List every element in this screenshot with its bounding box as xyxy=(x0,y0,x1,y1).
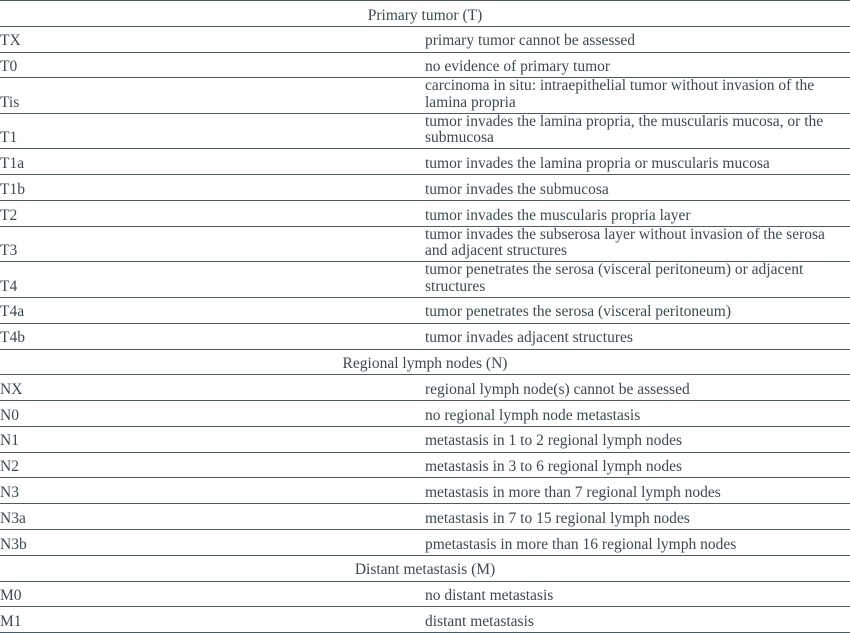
stage-description: metastasis in 7 to 15 regional lymph nodes xyxy=(425,504,850,530)
stage-description: tumor invades the subserosa layer without invasion of the serosa and adjacent structures xyxy=(425,226,850,262)
stage-description: no evidence of primary tumor xyxy=(425,52,850,78)
stage-code: T0 xyxy=(0,52,425,78)
stage-code: Tis xyxy=(0,78,425,114)
stage-description: tumor invades adjacent structures xyxy=(425,323,850,349)
stage-code: T4b xyxy=(0,323,425,349)
stage-description: tumor penetrates the serosa (visceral peritoneum) xyxy=(425,297,850,323)
stage-code: N3 xyxy=(0,478,425,504)
stage-code: NX xyxy=(0,375,425,401)
stage-code: N2 xyxy=(0,452,425,478)
stage-code: N1 xyxy=(0,426,425,452)
table-row xyxy=(0,26,850,52)
stage-description: tumor invades the lamina propria or muscularis mucosa xyxy=(425,149,850,175)
stage-description: metastasis in 1 to 2 regional lymph nodes xyxy=(425,426,850,452)
table-row xyxy=(0,401,850,427)
table-row xyxy=(0,581,850,607)
stage-code: N0 xyxy=(0,401,425,427)
table-row xyxy=(0,52,850,78)
section-title: Distant metastasis (M) xyxy=(354,561,496,579)
stage-description: tumor invades the muscularis propria layer xyxy=(425,201,850,227)
section-title: Regional lymph nodes (N) xyxy=(342,355,508,373)
stage-code: T3 xyxy=(0,226,425,262)
section-title-cell xyxy=(0,1,850,27)
stage-description: metastasis in 3 to 6 regional lymph nodes xyxy=(425,452,850,478)
section-header-regional-lymph-nodes xyxy=(0,349,850,375)
table-row xyxy=(0,607,850,633)
table-row xyxy=(0,78,850,114)
stage-description: no regional lymph node metastasis xyxy=(425,401,850,427)
stage-description: metastasis in more than 7 regional lymph nodes xyxy=(425,478,850,504)
stage-code: T1a xyxy=(0,149,425,175)
stage-code: M1 xyxy=(0,607,425,633)
stage-description: pmetastasis in more than 16 regional lymph nodes xyxy=(425,530,850,556)
section-title-cell xyxy=(0,555,850,581)
table-row xyxy=(0,262,850,298)
table-row xyxy=(0,504,850,530)
section-header-primary-tumor xyxy=(0,1,850,27)
table-row xyxy=(0,426,850,452)
stage-code: TX xyxy=(0,26,425,52)
table-row xyxy=(0,530,850,556)
stage-description: regional lymph node(s) cannot be assessed xyxy=(425,375,850,401)
table-row xyxy=(0,452,850,478)
table-row xyxy=(0,478,850,504)
table-row xyxy=(0,297,850,323)
table-row xyxy=(0,149,850,175)
stage-code: N3a xyxy=(0,504,425,530)
stage-description: carcinoma in situ: intraepithelial tumor without invasion of the lamina propria xyxy=(425,78,850,114)
stage-code: T1b xyxy=(0,175,425,201)
table-row xyxy=(0,375,850,401)
table-row xyxy=(0,113,850,149)
section-header-distant-metastasis xyxy=(0,555,850,581)
stage-description: tumor invades the lamina propria, the muscularis mucosa, or the submucosa xyxy=(425,113,850,149)
section-title-cell xyxy=(0,349,850,375)
stage-code: T1 xyxy=(0,113,425,149)
table-row xyxy=(0,323,850,349)
table-row xyxy=(0,201,850,227)
stage-description: primary tumor cannot be assessed xyxy=(425,26,850,52)
stage-description: distant metastasis xyxy=(425,607,850,633)
stage-description: tumor invades the submucosa xyxy=(425,175,850,201)
stage-code: N3b xyxy=(0,530,425,556)
table-row xyxy=(0,175,850,201)
section-title: Primary tumor (T) xyxy=(367,6,483,24)
stage-description: tumor penetrates the serosa (visceral peritoneum) or adjacent structures xyxy=(425,262,850,298)
stage-code: T4 xyxy=(0,262,425,298)
stage-code: T4a xyxy=(0,297,425,323)
stage-code: M0 xyxy=(0,581,425,607)
stage-code: T2 xyxy=(0,201,425,227)
table-row xyxy=(0,226,850,262)
stage-description: no distant metastasis xyxy=(425,581,850,607)
